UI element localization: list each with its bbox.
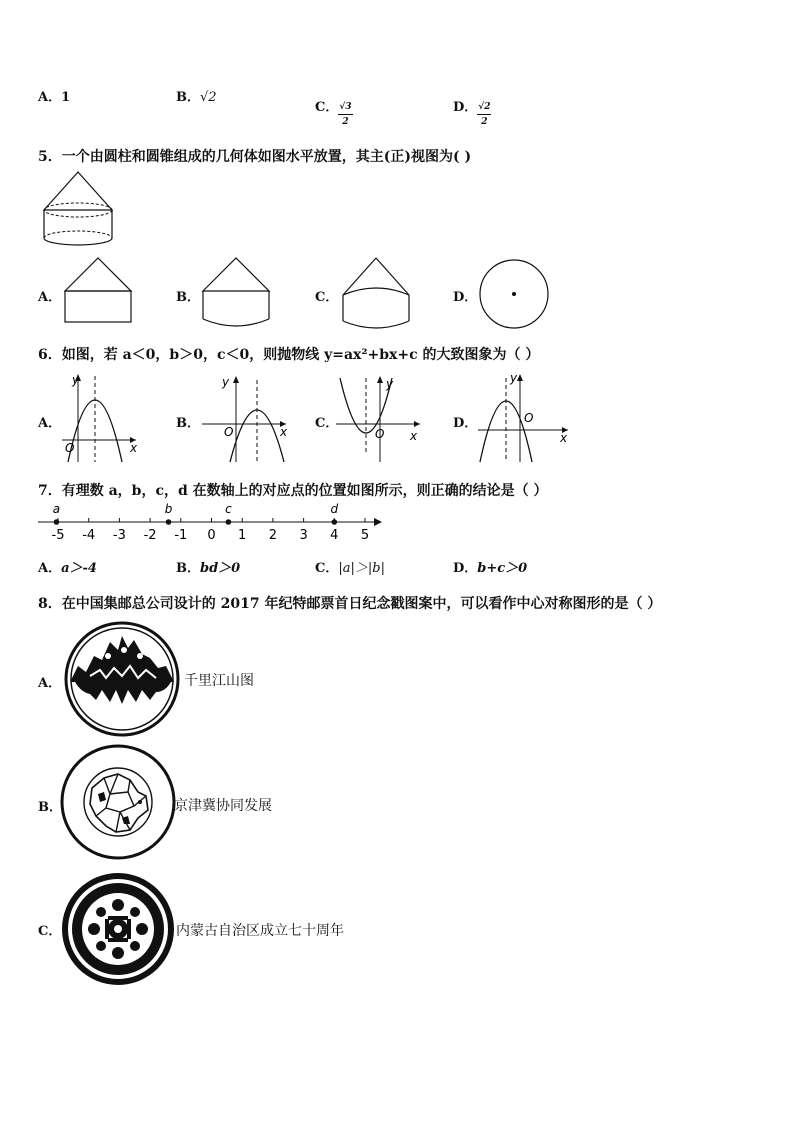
q6-d-y-label: y <box>510 371 518 385</box>
q4-option-d-numerator: √2 <box>477 100 491 115</box>
q7-number-line <box>36 498 386 546</box>
q4-option-d-denominator: 2 <box>481 117 488 127</box>
q6-stem: 6．如图，若 a＜0，b＞0，c＜0，则抛物线 y=ax²+bx+c 的大致图象为（ ） <box>38 347 540 363</box>
q7-option-c-value: |a|＞|b| <box>338 561 385 576</box>
point-b <box>166 519 172 525</box>
q4-option-c[interactable] <box>315 86 353 129</box>
q7-option-b-label: B． <box>176 561 200 576</box>
q8-option-b-stamp <box>58 744 178 862</box>
q6-d-x-label: x <box>560 431 568 445</box>
point-a <box>54 519 60 525</box>
tick-label-1: -4 <box>82 528 96 543</box>
tick-label-8: 3 <box>299 528 308 543</box>
point-label-b: b <box>164 502 173 516</box>
tick-label-3: -2 <box>143 528 157 543</box>
q6-c-x-label: x <box>410 429 418 443</box>
q6-option-d-graph <box>476 370 572 466</box>
q5-solid-figure <box>36 166 126 248</box>
q7-option-b-value: bd＞0 <box>200 561 241 576</box>
q5-option-c-figure <box>340 255 416 331</box>
q7-option-a-value: a＞-4 <box>61 561 97 576</box>
q5-option-b-figure <box>200 255 276 331</box>
q7-option-d-value: b+c＞0 <box>477 561 528 576</box>
q5-option-c-label[interactable]: C． <box>315 290 339 305</box>
tick-label-4: -1 <box>174 528 188 543</box>
q6-d-origin-label: O <box>524 411 534 425</box>
q4-option-a-label: A． <box>38 90 62 105</box>
q4-option-d-fraction <box>477 100 491 129</box>
q6-option-c-graph <box>334 372 424 464</box>
q5-option-b-label[interactable]: B． <box>176 290 200 305</box>
q6-b-origin-label: O <box>224 425 234 439</box>
point-label-d: d <box>330 502 339 516</box>
q5-option-a-label[interactable]: A． <box>38 290 62 305</box>
q8-option-b-caption: 京津冀协同发展 <box>174 798 272 814</box>
q8-option-c-label[interactable]: C． <box>38 924 62 939</box>
tick-label-6: 1 <box>238 528 247 543</box>
q7-stem: 7．有理数 a，b，c，d 在数轴上的对应点的位置如图所示，则正确的结论是（ ） <box>38 483 548 499</box>
q7-option-c[interactable] <box>315 557 385 576</box>
q6-a-x-label: x <box>130 441 138 455</box>
q4-option-d-label: D． <box>453 100 478 115</box>
q6-option-d-label[interactable]: D． <box>453 416 478 431</box>
q6-option-c-label[interactable]: C． <box>315 416 339 431</box>
q6-c-origin-label: O <box>375 427 385 441</box>
q8-option-a-caption: 千里江山图 <box>184 673 254 689</box>
q6-option-b-label[interactable]: B． <box>176 416 200 431</box>
q6-b-x-label: x <box>280 425 288 439</box>
q7-points <box>53 502 339 525</box>
q8-stem: 8．在中国集邮总公司设计的 2017 年纪特邮票首日纪念戳图案中，可以看作中心对称图形的是（ ） <box>38 596 662 612</box>
q6-b-y-label: y <box>222 375 230 389</box>
q4-option-b-value: √2 <box>200 90 217 105</box>
q6-a-origin-label: O <box>65 441 75 455</box>
point-c <box>226 519 232 525</box>
q7-option-d-label: D． <box>453 561 478 576</box>
tick-label-7: 2 <box>268 528 278 543</box>
q4-option-c-label: C． <box>315 100 339 115</box>
q4-option-c-fraction <box>338 100 352 129</box>
q4-option-d[interactable] <box>453 86 491 129</box>
q4-option-b-label: B． <box>176 90 200 105</box>
q4-option-c-numerator: √3 <box>338 100 352 115</box>
q4-option-a-value: 1 <box>61 90 71 105</box>
q8-option-a-label[interactable]: A． <box>38 676 62 691</box>
q6-option-a-label[interactable]: A． <box>38 416 62 431</box>
tick-label-5: 0 <box>207 528 216 543</box>
q4-option-c-denominator: 2 <box>342 117 349 127</box>
tick-label-2: -3 <box>112 528 126 543</box>
q5-option-a-figure <box>62 255 138 327</box>
q7-option-d[interactable] <box>453 557 527 576</box>
q7-option-c-label: C． <box>315 561 339 576</box>
point-label-c: c <box>225 502 232 516</box>
q6-c-y-label: y <box>386 377 394 391</box>
q7-option-a-label: A． <box>38 561 62 576</box>
q7-option-b[interactable] <box>176 557 240 576</box>
q7-option-a[interactable] <box>38 557 97 576</box>
q8-option-b-label[interactable]: B． <box>38 800 62 815</box>
tick-label-9: 4 <box>330 528 339 543</box>
q8-option-c-caption: 内蒙古自治区成立七十周年 <box>176 923 344 939</box>
q8-option-a-stamp <box>60 620 186 740</box>
tick-label-10: 5 <box>360 528 370 543</box>
q8-option-c-stamp <box>58 872 178 988</box>
q6-option-a-graph <box>60 370 140 466</box>
point-d <box>332 519 338 525</box>
q5-option-d-label[interactable]: D． <box>453 290 478 305</box>
q4-option-b[interactable] <box>176 86 217 105</box>
q6-a-y-label: y <box>72 373 80 387</box>
q5-option-d-figure <box>476 258 552 332</box>
q5-stem: 5．一个由圆柱和圆锥组成的几何体如图水平放置，其主(正)视图为( ) <box>38 149 472 165</box>
tick-label-0: -5 <box>51 528 65 543</box>
q6-option-b-graph <box>200 372 290 464</box>
point-label-a: a <box>52 502 61 516</box>
q4-option-a[interactable] <box>38 86 70 105</box>
